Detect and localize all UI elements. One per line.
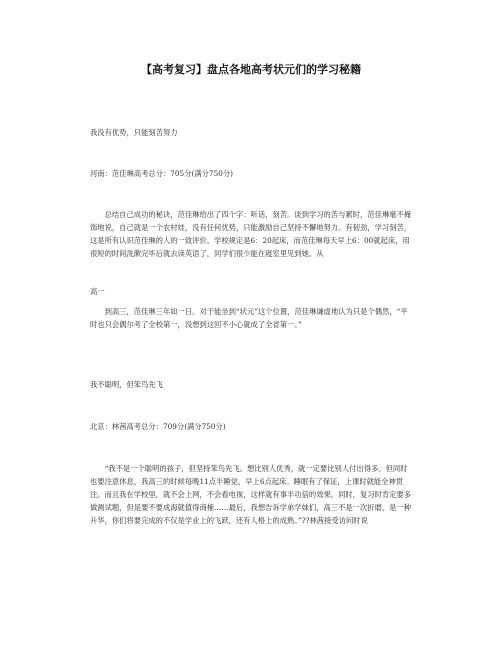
paragraph: 我不聪明，但笨鸟先飞: [90, 380, 163, 389]
body-paragraph-3: [90, 462, 412, 527]
paragraph: 北京：林茜高考总分：709分(满分750分): [90, 422, 226, 431]
paragraph: 总结自己成功的秘诀，范佳琳给出了四个字：听话，刻苦。谈到学习的苦与累时，范佳琳毫不掩饰地说，自己就是一个农村娃，没有任何优势，只能激励自己坚持不懈地努力。有韧劲，学习刻苦，这是所有认识范佳琳的人的一致评价。学校规定是6：20起床，而范佳琳每天早上6：00就起床，用很短的时间洗漱完毕后就去读英语了，同学们很少能在寝室里见到她。从: [90, 210, 412, 258]
body-paragraph-1: [90, 208, 412, 260]
score-line-2: [90, 420, 412, 433]
paragraph: “我不是一个聪明的孩子，但坚持笨鸟先飞。想比别人优秀，就一定要比别人付出得多。但同时也要注意休息，我高三的时候每晚11点半睡觉，早上6点起床。睡眠有了保证，上课时就能全神贯注。而且我在学校里，就不会上网，不会看电视，这样就有事半功倍的效果。同时，复习时肯定要多做测试题，但是要不要成海就值得商榷……最后，我想告诉学弟学妹们，高三不是一次折磨，是一种升华，你们将要完成的不仅是学业上的飞跃，还有人格上的成熟。”??林茜接受访问时说: [90, 464, 412, 525]
section-heading-1: [90, 126, 412, 139]
score-line-1: [90, 167, 412, 180]
label-grade: [90, 285, 412, 298]
paragraph: 到高三，范佳琳三年如一日。对于能坐到“状元”这个位置，范佳琳谦虚地认为只是个偶然，“平时也只会偶尔考了全校第一，没想到这回不小心就成了全省第一。”: [90, 307, 408, 329]
paragraph: 高一: [90, 287, 105, 296]
section-heading-2: [90, 378, 412, 391]
body-paragraph-2: [90, 305, 412, 331]
paragraph: 我没有优势，只能刻苦努力: [90, 128, 178, 137]
paragraph: 河南：范佳琳高考总分：705分(满分750分): [90, 169, 234, 178]
document-title: 【高考复习】盘点各地高考状元们的学习秘籍: [141, 63, 361, 76]
